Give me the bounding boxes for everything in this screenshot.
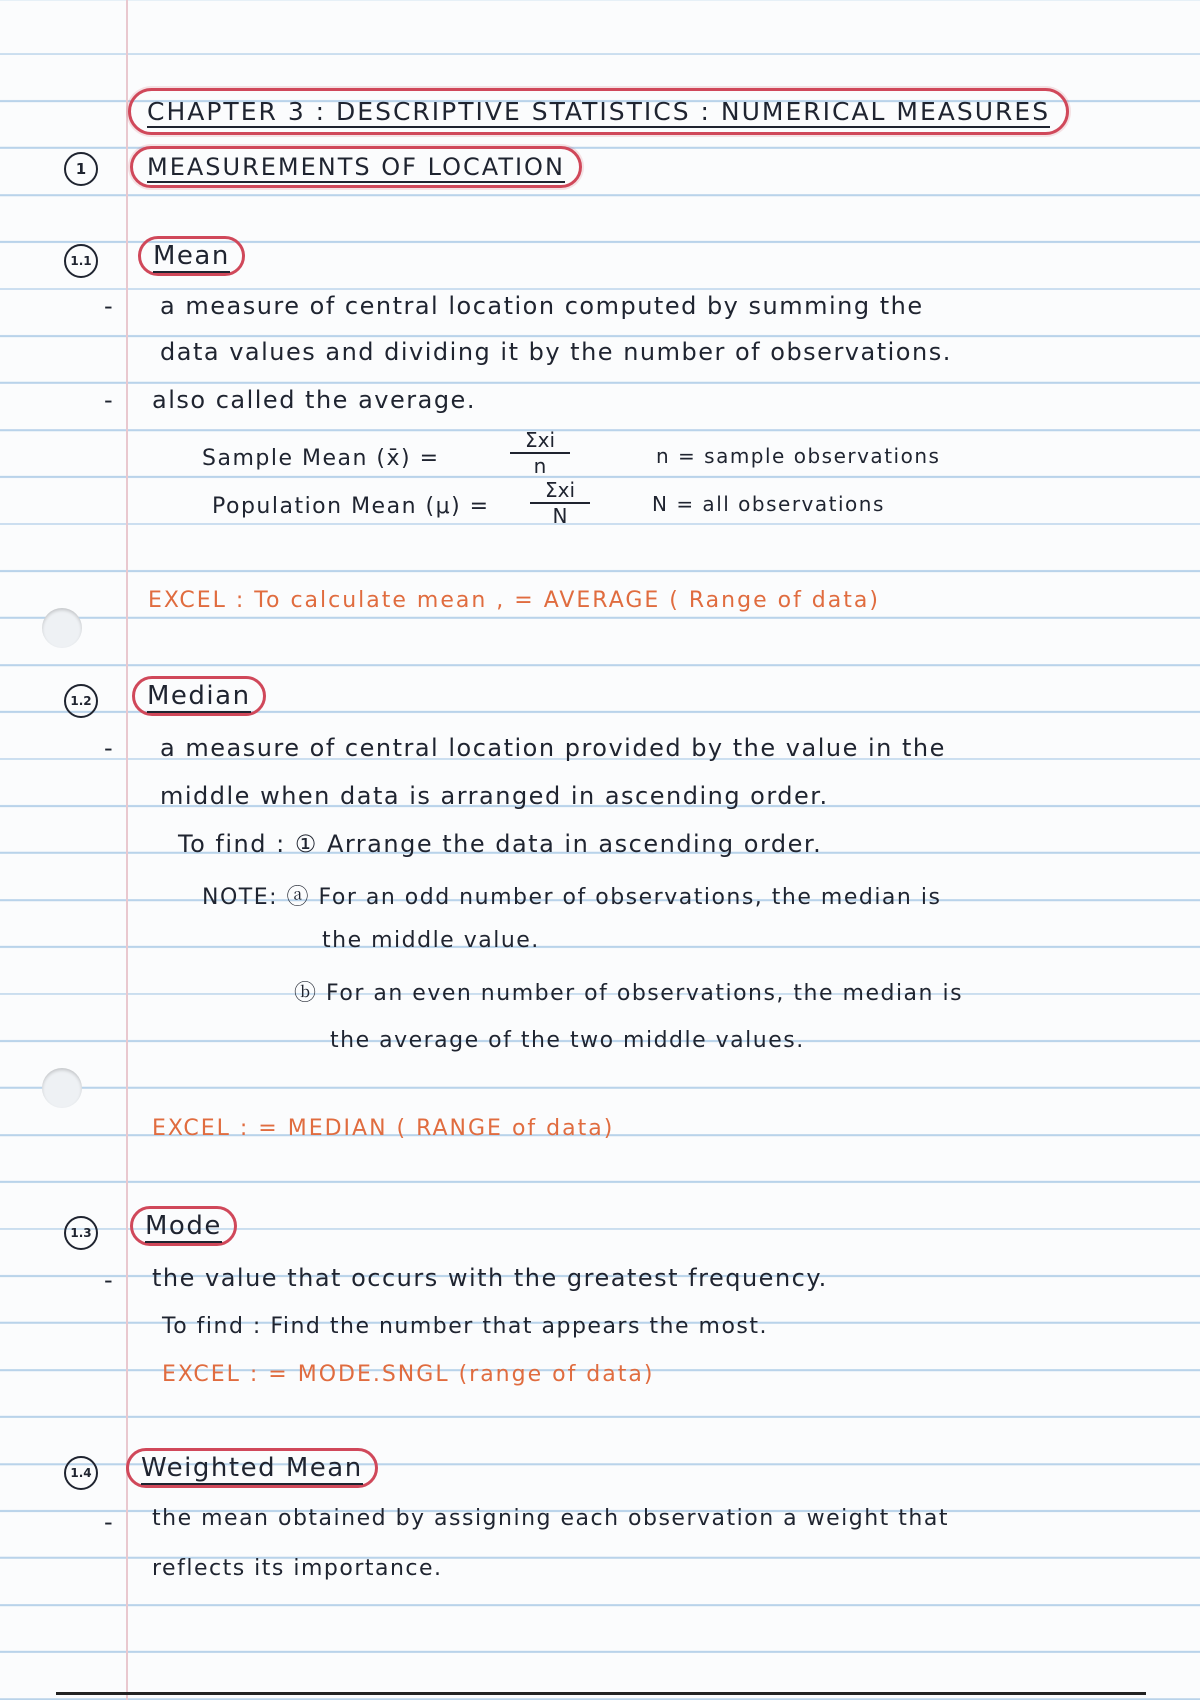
subsection-number-badge: 1.3 <box>64 1216 98 1250</box>
median-note-a-line1: NOTE: ⓐ For an odd number of observations, the median is <box>202 885 942 910</box>
median-note-b-line2: the average of the two middle values. <box>330 1028 805 1053</box>
median-to-find: To find : ① Arrange the data in ascending order. <box>178 830 823 858</box>
bullet-dash: - <box>104 386 113 414</box>
weighted-mean-definition-line1: the mean obtained by assigning each observation a weight that <box>152 1506 949 1531</box>
subsection-number-badge: 1.1 <box>64 244 98 278</box>
chapter-title: CHAPTER 3 : DESCRIPTIVE STATISTICS : NUMERICAL MEASURES <box>128 88 1069 135</box>
page-bottom-rule <box>56 1692 1146 1695</box>
bullet-dash: - <box>104 292 113 320</box>
mean-definition-line1: a measure of central location computed by summing the <box>160 292 924 320</box>
mean-heading: Mean <box>138 236 245 276</box>
margin-line <box>126 0 128 1700</box>
weighted-mean-heading: Weighted Mean <box>126 1448 378 1488</box>
bullet-dash: - <box>104 734 113 762</box>
population-mean-numerator: Σxi <box>530 478 590 504</box>
section-title: MEASUREMENTS OF LOCATION <box>130 146 582 188</box>
median-note-a-line2: the middle value. <box>322 928 540 953</box>
punch-hole <box>42 1068 82 1108</box>
sample-mean-numerator: Σxi <box>510 428 570 454</box>
sample-mean-fraction <box>510 428 570 478</box>
mean-also-called: also called the average. <box>152 386 476 414</box>
sample-mean-note: n = sample observations <box>656 444 941 468</box>
bullet-dash: - <box>104 1508 113 1536</box>
population-mean-label: Population Mean (μ) = <box>212 494 490 519</box>
subsection-number-badge: 1.4 <box>64 1456 98 1490</box>
mean-excel-formula: EXCEL : To calculate mean , = AVERAGE ( Range of data) <box>148 588 880 613</box>
population-mean-denominator: N <box>552 504 568 528</box>
section-number-badge: 1 <box>64 152 98 186</box>
population-mean-note: N = all observations <box>652 492 885 516</box>
median-excel-formula: EXCEL : = MEDIAN ( RANGE of data) <box>152 1116 615 1141</box>
sample-mean-denominator: n <box>533 454 547 478</box>
weighted-mean-definition-line2: reflects its importance. <box>152 1556 443 1581</box>
median-heading: Median <box>132 676 266 716</box>
bullet-dash: - <box>104 1266 113 1294</box>
punch-hole <box>42 608 82 648</box>
sample-mean-label: Sample Mean (x̄) = <box>202 446 440 471</box>
mode-heading: Mode <box>130 1206 237 1246</box>
mean-definition-line2: data values and dividing it by the number of observations. <box>160 338 952 366</box>
median-definition-line1: a measure of central location provided by the value in the <box>160 734 946 762</box>
mode-definition: the value that occurs with the greatest frequency. <box>152 1264 828 1292</box>
median-note-b-line1: ⓑ For an even number of observations, the median is <box>294 981 964 1006</box>
mode-to-find: To find : Find the number that appears the most. <box>162 1314 769 1339</box>
subsection-number-badge: 1.2 <box>64 684 98 718</box>
population-mean-fraction <box>530 478 590 528</box>
median-definition-line2: middle when data is arranged in ascending order. <box>160 782 829 810</box>
mode-excel-formula: EXCEL : = MODE.SNGL (range of data) <box>162 1362 655 1387</box>
